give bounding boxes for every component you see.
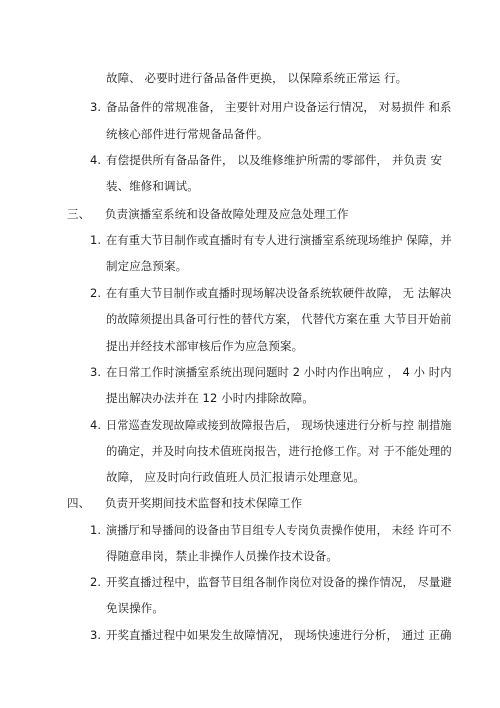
list-item-number: 2.: [90, 575, 102, 589]
line-text: 在有重大节目制作或直播时现场解决设备系统软硬件故障， 无 法解决: [106, 286, 452, 300]
list-item-number: 4.: [90, 153, 102, 167]
line-text: 统核心部件进行常规备品备件。: [106, 127, 269, 141]
line-text: 开奖直播过程中如果发生故障情况， 现场快速进行分析， 通过 正确: [106, 628, 452, 642]
line-text: 的故障须提出具备可行性的替代方案， 代替代方案在重 大节目开始前: [106, 312, 452, 326]
line-text: 制定应急预案。: [106, 259, 188, 273]
list-item-number: 3.: [90, 100, 102, 114]
section-title: 负责演播室系统和设备故障处理及应急处理工作: [105, 207, 349, 221]
line-text: 得随意串岗，禁止非操作人员操作技术设备。: [106, 549, 338, 563]
list-item-number: 1.: [90, 523, 102, 537]
line-text: 有偿提供所有备品备件， 以及维修维护所需的零部件， 并负责 安: [106, 153, 443, 167]
line-text: 开奖直播过程中，监督节目组各制作岗位对设备的操作情况， 尽量避: [106, 575, 452, 589]
line-text: 在日常工作时演播室系统出现问题时 2 小时内作出响应 ， 4 小 时内: [106, 365, 452, 379]
line-text: 提出并经技术部审核后作为应急预案。: [106, 339, 304, 353]
list-item-number: 4.: [90, 418, 102, 432]
line-text: 免误操作。: [106, 601, 164, 615]
line-text: 演播厅和导播间的设备由节目组专人专岗负责操作使用， 未经 许可不: [106, 523, 452, 537]
list-item-number: 3.: [90, 365, 102, 379]
line-text: 故障、 必要时进行备品备件更换， 以保障系统正常运 行。: [106, 71, 408, 85]
line-text: 的确定，并及时向技术值班岗报告，进行抢修工作。对 于不能处理的: [106, 444, 452, 458]
line-text: 提出解决办法并在 12 小时内排除故障。: [106, 391, 314, 405]
list-item-number: 1.: [90, 233, 102, 247]
line-text: 日常巡查发现故障或接到故障报告后， 现场快速进行分析与控 制措施: [106, 418, 452, 432]
section-number: 四、: [67, 496, 91, 510]
line-text: 备品备件的常规准备， 主要针对用户设备运行情况， 对易损件 和系: [106, 100, 452, 114]
list-item-number: 2.: [90, 286, 102, 300]
list-item-number: 3.: [90, 628, 102, 642]
line-text: 故障， 应及时向行政值班人员汇报请示处理意见。: [106, 470, 365, 484]
line-text: 在有重大节目制作或直播时有专人进行演播室系统现场维护 保障，并: [106, 233, 452, 247]
section-number: 三、: [67, 207, 91, 221]
section-title: 负责开奖期间技术监督和技术保障工作: [105, 496, 303, 510]
line-text: 装、维修和调试。: [106, 179, 199, 193]
